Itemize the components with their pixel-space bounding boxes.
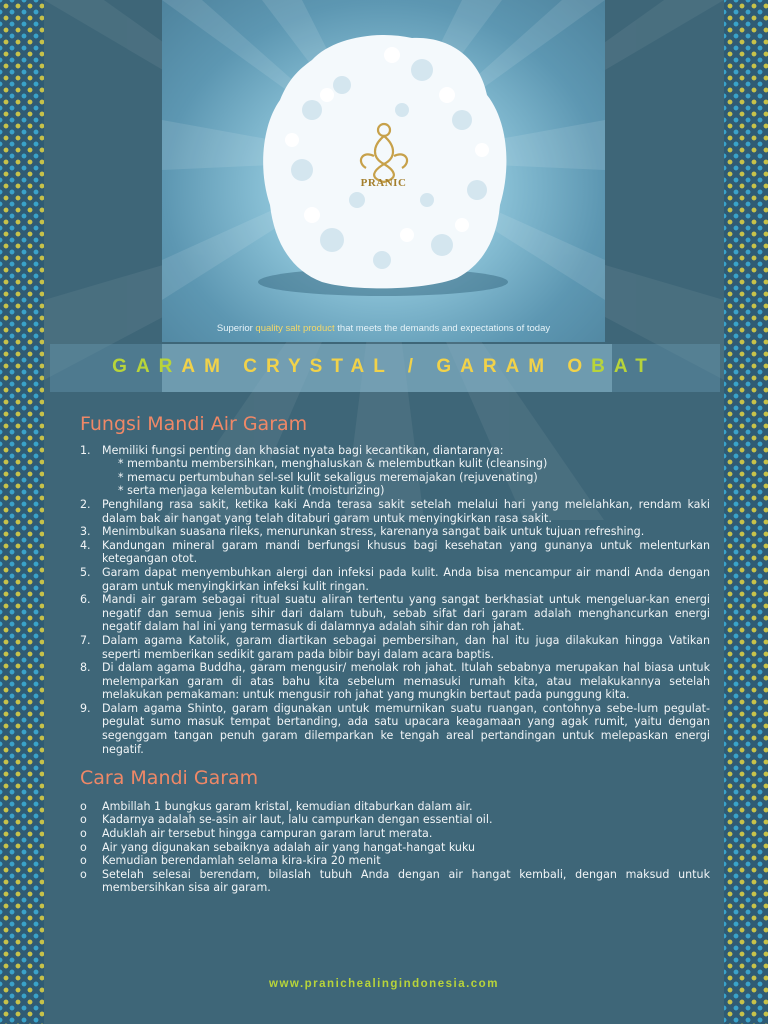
item-number: 9. bbox=[80, 701, 91, 715]
item-number: 1. bbox=[80, 443, 91, 457]
item-text: Memiliki fungsi penting dan khasiat nyata bagi kecantikan, diantaranya: bbox=[102, 443, 504, 457]
list-item bbox=[80, 444, 710, 498]
item-text: Kadarnya adalah se-asin air laut, lalu campurkan dengan essential oil. bbox=[102, 813, 493, 827]
salt-crystal-illustration bbox=[162, 0, 605, 342]
item-number: 4. bbox=[80, 538, 91, 552]
bullet-icon: o bbox=[80, 813, 87, 827]
logo-wordmark: PRANIC bbox=[360, 177, 407, 189]
item-text: Garam dapat menyembuhkan alergi dan infeksi pada kulit. Anda bisa mencampur air mandi Anda dengan garam untuk menyingkirkan infeksi kulit ringan. bbox=[102, 565, 710, 593]
list-item bbox=[80, 841, 710, 855]
bullet-icon: o bbox=[80, 867, 87, 881]
hero-tagline bbox=[162, 323, 605, 334]
page-title bbox=[44, 356, 724, 378]
list-item bbox=[80, 854, 710, 868]
list-item bbox=[80, 813, 710, 827]
dotted-border-left bbox=[0, 0, 44, 1024]
section-1-title: Fungsi Mandi Air Garam bbox=[80, 413, 308, 435]
section-2-title: Cara Mandi Garam bbox=[80, 767, 259, 790]
item-number: 5. bbox=[80, 565, 91, 579]
item-text: Dalam agama Katolik, garam diartikan sebagai pembersihan, dan hal itu juga dilakukan hingga Vatikan seperti memberikan sedikit garam pada bibir bayi dalam acara baptis. bbox=[102, 633, 710, 661]
item-text: Di dalam agama Buddha, garam mengusir/ menolak roh jahat. Itulah sebabnya merupakan hal biasa untuk melemparkan garam di atas bahu kita sebelum memasuki rumah kita, atau melakukannya setelah melakukan pemakaman: untuk mengusir roh jahat yang mungkin bertaut pada punggung kita. bbox=[102, 661, 710, 702]
item-number: 6. bbox=[80, 593, 91, 607]
item-text: Menimbulkan suasana rileks, menurunkan stress, karenanya sangat baik untuk tujuan refreshing. bbox=[102, 525, 645, 539]
item-text: Dalam agama Shinto, garam digunakan untuk memurnikan suatu ruangan, contohnya sebe-lum pegulat-pegulat sumo masuk tempat bertanding, ada satu upacara keagamaan yang agak rumit, yaitu dengan segenggam tangan penuh garam dilemparkan ke tengah areal pertandingan untuk melepaskan energi negatif. bbox=[102, 701, 710, 756]
item-text: Aduklah air tersebut hingga campuran garam larut merata. bbox=[102, 827, 433, 841]
item-text: Kandungan mineral garam mandi berfungsi khusus bagi kesehatan yang gunanya untuk melenturkan ketegangan otot. bbox=[102, 538, 710, 566]
content bbox=[80, 413, 710, 895]
sub-item: * memacu pertumbuhan sel-sel kulit sekaligus meremajakan (rejuvenating) bbox=[118, 470, 538, 484]
tagline-highlight: quality salt product bbox=[255, 323, 335, 334]
list-item bbox=[80, 539, 710, 566]
list-item bbox=[80, 702, 710, 756]
list-item bbox=[80, 800, 710, 814]
item-number: 8. bbox=[80, 661, 91, 675]
item-number: 2. bbox=[80, 497, 91, 511]
list-item bbox=[80, 661, 710, 702]
benefits-list bbox=[80, 444, 710, 757]
title-part-1: GAR bbox=[112, 356, 182, 377]
item-text: Penghilang rasa sakit, ketika kaki Anda terasa sakit setelah melalui hari yang melelahkan, rendam kaki dalam bak air hangat yang telah ditaburi garam untuk menyingkirkan rasa sakit. bbox=[102, 497, 710, 525]
list-item bbox=[80, 634, 710, 661]
tagline-prefix: Superior bbox=[216, 323, 256, 334]
sub-item: * membantu membersihkan, menghaluskan & melembutkan kulit (cleansing) bbox=[118, 457, 548, 471]
item-text: Kemudian berendamlah selama kira-kira 20 menit bbox=[102, 854, 381, 868]
list-item bbox=[80, 566, 710, 593]
dotted-border-right bbox=[724, 0, 768, 1024]
bullet-icon: o bbox=[80, 840, 87, 854]
sub-item: * serta menjaga kelembutan kulit (moisturizing) bbox=[118, 484, 385, 498]
tagline-suffix: that meets the demands and expectations of today bbox=[334, 323, 551, 334]
website-url[interactable]: www.pranichealingindonesia.com bbox=[269, 978, 499, 990]
steps-list bbox=[80, 800, 710, 895]
title-part-2: AM CRYSTAL / GARAM O bbox=[181, 356, 592, 377]
salt-crystal-hero-image bbox=[162, 0, 605, 342]
item-text: Setelah selesai berendam, bilaslah tubuh Anda dengan air hangat kembali, dengan maksud untuk membersihkan sisa air garam. bbox=[102, 867, 710, 895]
item-text: Air yang digunakan sebaiknya adalah air yang hangat-hangat kuku bbox=[102, 840, 476, 854]
bullet-icon: o bbox=[80, 854, 87, 868]
list-item bbox=[80, 868, 710, 895]
bullet-icon: o bbox=[80, 799, 87, 813]
list-item bbox=[80, 525, 710, 539]
bullet-icon: o bbox=[80, 827, 87, 841]
item-text: Ambillah 1 bungkus garam kristal, kemudian ditaburkan dalam air. bbox=[102, 799, 473, 813]
list-item bbox=[80, 593, 710, 634]
list-item bbox=[80, 827, 710, 841]
item-number: 7. bbox=[80, 633, 91, 647]
item-text: Mandi air garam sebagai ritual suatu aliran tertentu yang sangat berkhasiat untuk mengeluar-kan energi negatif dan semua jenis sihir dari dalam tubuh, sebab sifat dari garam adalah menghancurkan energi negatif dalam hal ini yang termasuk di dalamnya adalah sihir dan roh jahat. bbox=[102, 593, 710, 634]
item-number: 3. bbox=[80, 525, 91, 539]
page bbox=[44, 0, 724, 1024]
title-part-3: BAT bbox=[591, 356, 656, 377]
list-item bbox=[80, 498, 710, 525]
